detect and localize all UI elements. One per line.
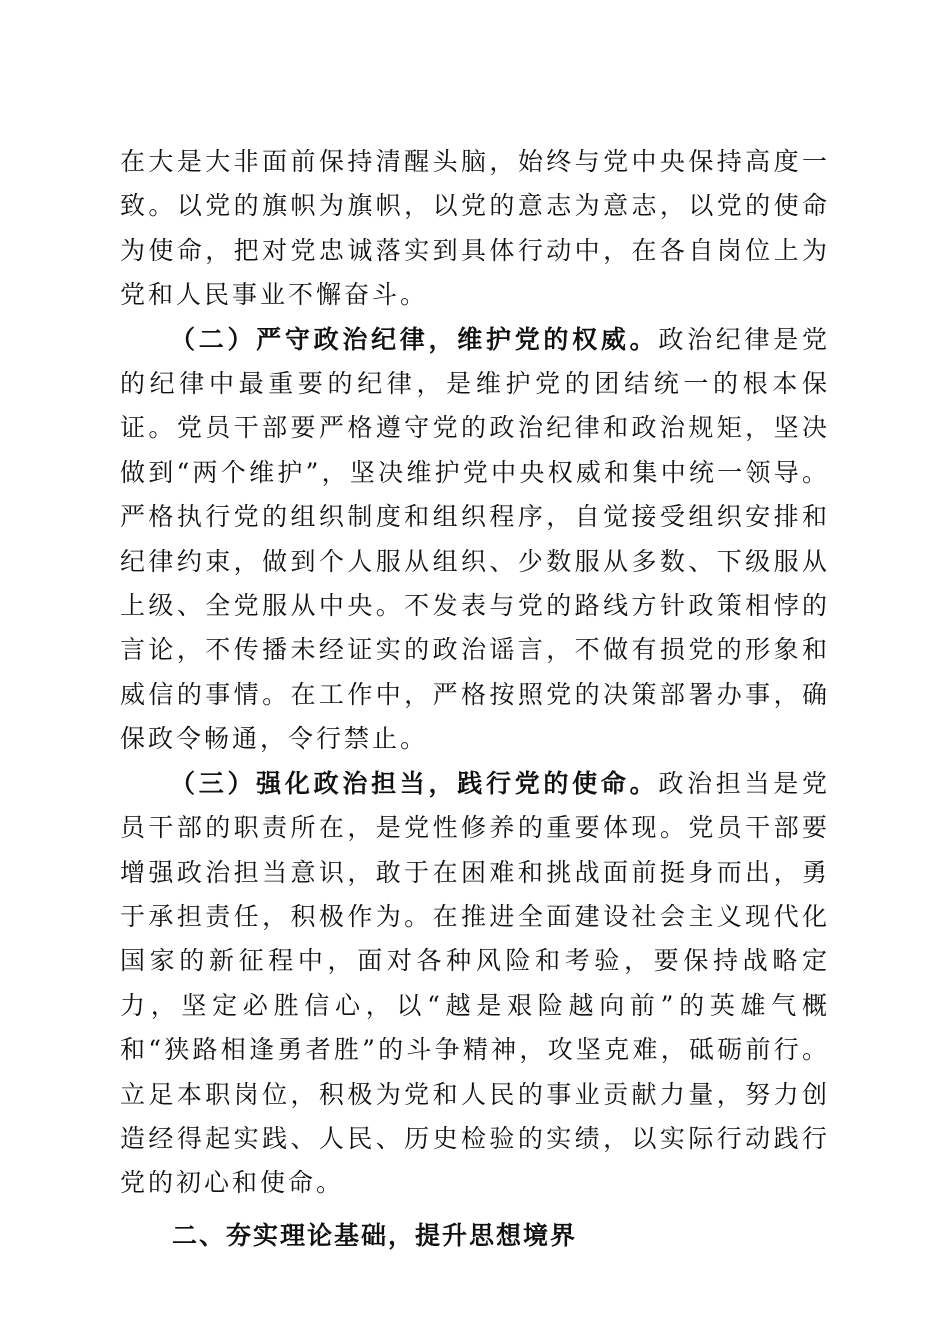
subheading-political-responsibility: （三）强化政治担当，践行党的使命。 (170, 768, 659, 798)
paragraph-political-responsibility-body: 政治担当是党员干部的职责所在，是党性修养的重要体现。党员干部要增强政治担当意识，敢于在困难和挑战面前挺身而出，勇于承担责任，积极作为。在推进全面建设社会主义现代化国家的新征程中，面对各种风险和考验，要保持战略定力，坚定必胜信心，以“越是艰险越向前”的英雄气概和“狭路相逢勇者胜”的斗争精神，攻坚克难，砥砺前行。立足本职岗位，积极为党和人民的事业贡献力量，努力创造经得起实践、人民、历史检验的实绩，以实际行动践行党的初心和使命。 (120, 768, 830, 1198)
document-page (120, 140, 830, 1258)
paragraph-political-discipline (120, 318, 830, 762)
paragraph-political-discipline-body: 政治纪律是党的纪律中最重要的纪律，是维护党的团结统一的根本保证。党员干部要严格遵守党的政治纪律和政治规矩，坚决做到“两个维护”，坚决维护党中央权威和集中统一领导。严格执行党的组织制度和组织程序，自觉接受组织安排和纪律约束，做到个人服从组织、少数服从多数、下级服从上级、全党服从中央。不发表与党的路线方针政策相悖的言论，不传播未经证实的政治谣言，不做有损党的形象和威信的事情。在工作中，严格按照党的决策部署办事，确保政令畅通，令行禁止。 (120, 324, 830, 754)
paragraph-continuation: 在大是大非面前保持清醒头脑，始终与党中央保持高度一致。以党的旗帜为旗帜，以党的意志为意志，以党的使命为使命，把对党忠诚落实到具体行动中，在各自岗位上为党和人民事业不懈奋斗。 (120, 147, 830, 310)
paragraph-political-responsibility (120, 762, 830, 1206)
section-heading: 二、夯实理论基础，提升思想境界 (172, 1220, 578, 1250)
subheading-political-discipline: （二）严守政治纪律，维护党的权威。 (170, 324, 659, 354)
